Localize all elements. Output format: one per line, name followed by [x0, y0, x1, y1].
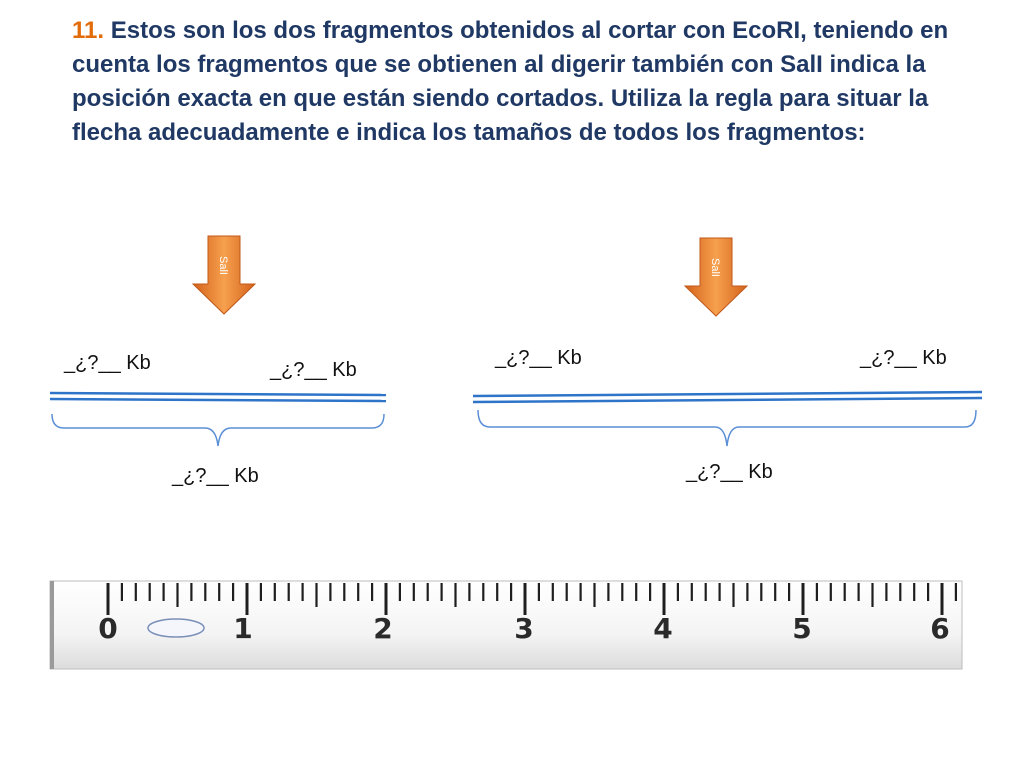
ruler-number-6: 6 [930, 612, 950, 645]
sali-arrow-left[interactable] [193, 236, 255, 314]
dna-fragment-right [473, 392, 982, 402]
sali-arrow-left-label: SalI [217, 256, 229, 275]
ruler-number-4: 4 [653, 612, 673, 645]
brace-left [52, 414, 384, 446]
dna-fragment-left [50, 393, 386, 401]
brace-right [478, 410, 976, 446]
ruler[interactable] [50, 581, 962, 669]
fragment-left-size-right[interactable]: _¿?__ Kb [270, 359, 357, 381]
ruler-number-2: 2 [373, 612, 393, 645]
ruler-oval-mark [148, 619, 204, 637]
sali-arrow-right[interactable] [685, 238, 747, 316]
fragment-right-size-right[interactable]: _¿?__ Kb [860, 347, 947, 369]
ruler-number-5: 5 [792, 612, 812, 645]
ruler-edge [50, 581, 54, 669]
question-body: Estos son los dos fragmentos obtenidos al cortar con EcoRI, teniendo en cuenta los fragmentos que se obtienen al digerir también con SalI indica la posición exacta en que están siendo cortados. Utiliza la regla para situar la flecha adecuadamente e indica los tamaños de todos los fragmentos: [72, 17, 949, 146]
fragment-left-size-total[interactable]: _¿?__ Kb [172, 465, 259, 487]
ruler-number-3: 3 [514, 612, 534, 645]
ruler-number-1: 1 [233, 612, 253, 645]
fragment-left-size-left[interactable]: _¿?__ Kb [64, 352, 151, 374]
ruler-number-0: 0 [98, 612, 118, 645]
sali-arrow-right-label: SalI [709, 258, 721, 277]
fragment-right-size-total[interactable]: _¿?__ Kb [686, 461, 773, 483]
question-number: 11. [72, 17, 105, 44]
fragment-right-size-left[interactable]: _¿?__ Kb [495, 347, 582, 369]
